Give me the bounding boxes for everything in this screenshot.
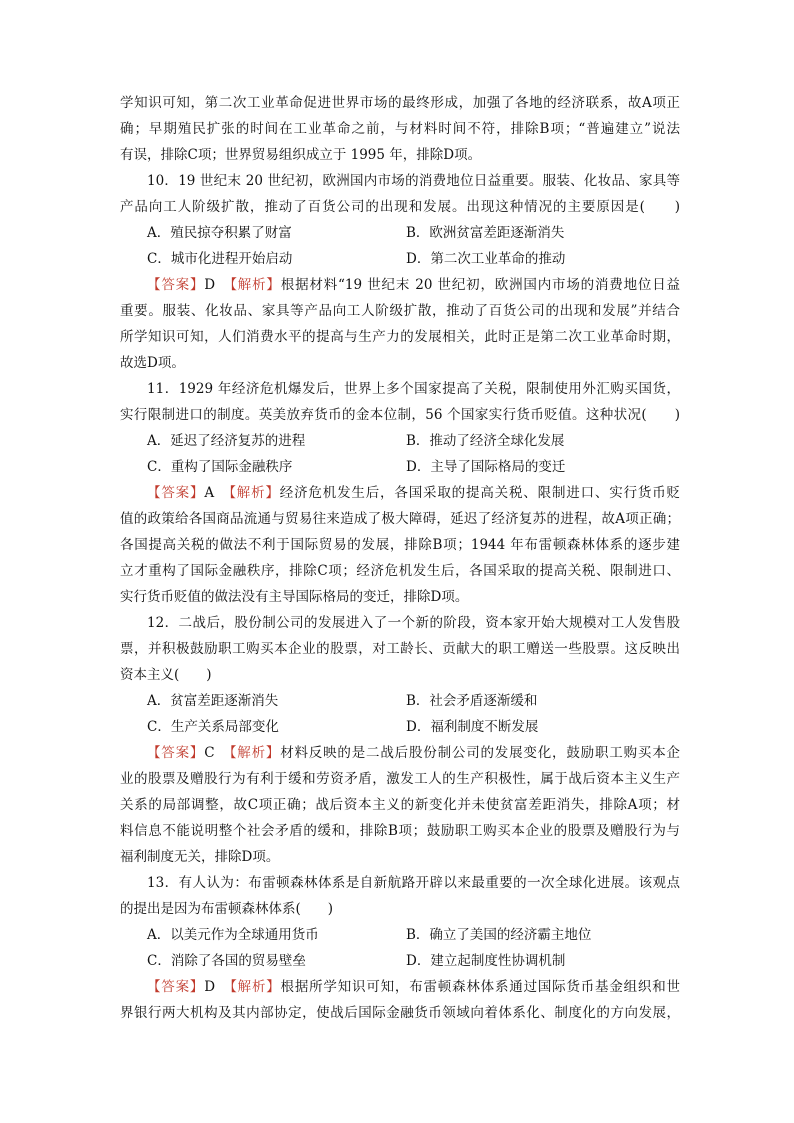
question-11-analysis: 值的政策给各国商品流通与贸易往来造成了极大障碍，延迟了经济复苏的进程，故A项正确； [120, 511, 680, 527]
question-10-answer: D [204, 277, 216, 293]
question-11-analysis: 各国提高关税的做法不利于国际贸易的发展，排除B项；1944 年布雷顿森林体系的逐步建 [120, 537, 680, 553]
question-13-analysis: 界银行两大机构及其内部协定，使战后国际金融货币领域向着体系化、制度化的方向发展， [120, 1005, 680, 1021]
question-11-option-c: C．重构了国际金融秩序 [147, 459, 293, 475]
answer-label: 【答案】 [147, 745, 205, 761]
question-12-stem: 票，并积极鼓励职工购买本企业的股票，对工龄长、贡献大的职工赠送一些股票。这反映出 [120, 641, 680, 657]
question-11-option-b: B．推动了经济全球化发展 [406, 433, 565, 449]
intro-line: 有误，排除C项；世界贸易组织成立于 1995 年，排除D项。 [120, 147, 482, 163]
question-11-stem: 实行限制进口的制度。英美放弃货币的金本位制，56 个国家实行货币贬值。这种状况( ) [120, 407, 680, 423]
question-13-answer-line [147, 974, 680, 1000]
analysis-label: 【解析】 [229, 485, 280, 501]
question-11-option-d: D．主导了国际格局的变迁 [406, 459, 566, 475]
question-11-analysis: 立才重构了国际金融秩序，排除C项；经济危机发生后，各国采取的提高关税、限制进口、 [120, 563, 680, 579]
question-12-answer: C [204, 745, 215, 761]
question-10-answer-line [147, 272, 680, 298]
question-11-analysis: 经济危机发生后，各国采取的提高关税、限制进口、实行货币贬 [279, 485, 680, 501]
question-13-stem: 的提出是因为布雷顿森林体系( ) [120, 901, 334, 917]
question-10-option-a: A．殖民掠夺积累了财富 [147, 225, 292, 241]
question-10-option-b: B．欧洲贫富差距逐渐消失 [406, 225, 565, 241]
question-10-option-c: C．城市化进程开始启动 [147, 251, 293, 267]
question-11-answer: A [204, 485, 215, 501]
question-11-option-a: A．延迟了经济复苏的进程 [147, 433, 306, 449]
question-12-answer-line [147, 740, 680, 766]
question-13-option-b: B．确立了美国的经济霸主地位 [406, 927, 592, 943]
question-12-analysis: 业的股票及赠股行为有利于缓和劳资矛盾，激发工人的生产积极性，属于战后资本主义生产 [120, 771, 680, 787]
question-12-option-a: A．贫富差距逐渐消失 [147, 693, 279, 709]
intro-line: 确；早期殖民扩张的时间在工业革命之前，与材料时间不符，排除B项；“普遍建立”说法 [120, 121, 680, 137]
analysis-label: 【解析】 [230, 277, 281, 293]
question-10-stem: 10．19 世纪末 20 世纪初，欧洲国内市场的消费地位日益重要。服装、化妆品、家具等 [147, 173, 680, 189]
question-10-analysis: 故选D项。 [120, 355, 185, 371]
question-12-analysis: 料信息不能说明整个社会矛盾的缓和，排除B项；鼓励职工购买本企业的股票及赠股行为与 [120, 823, 680, 839]
intro-line: 学知识可知，第二次工业革命促进世界市场的最终形成，加强了各地的经济联系，故A项正 [120, 95, 680, 111]
question-10-analysis: 重要。服装、化妆品、家具等产品向工人阶级扩散，推动了百货公司的出现和发展”并结合 [120, 303, 680, 319]
question-12-analysis: 材料反映的是二战后股份制公司的发展变化，鼓励职工购买本企 [280, 745, 680, 761]
question-11-answer-line [147, 480, 680, 506]
question-13-option-c: C．消除了各国的贸易壁垒 [147, 953, 306, 969]
question-12-option-b: B．社会矛盾逐渐缓和 [406, 693, 538, 709]
question-11-analysis: 实行货币贬值的做法没有主导国际格局的变迁，排除D项。 [120, 589, 469, 605]
question-13-option-a: A．以美元作为全球通用货币 [147, 927, 319, 943]
question-10-analysis: 根据材料“19 世纪末 20 世纪初，欧洲国内市场的消费地位日益 [280, 277, 680, 293]
answer-label: 【答案】 [147, 979, 205, 995]
analysis-label: 【解析】 [230, 979, 281, 995]
question-12-stem: 资本主义( ) [120, 667, 212, 683]
question-10-analysis: 所学知识可知，人们消费水平的提高与生产力的发展相关，此时正是第二次工业革命时期， [120, 329, 680, 345]
question-13-stem: 13．有人认为：布雷顿森林体系是自新航路开辟以来最重要的一次全球化进展。该观点 [147, 875, 680, 891]
analysis-label: 【解析】 [229, 745, 281, 761]
question-13-option-d: D．建立起制度性协调机制 [406, 953, 566, 969]
question-12-option-c: C．生产关系局部变化 [147, 719, 279, 735]
question-10-stem: 产品向工人阶级扩散，推动了百货公司的出现和发展。出现这种情况的主要原因是( ) [120, 199, 680, 215]
question-12-analysis: 福利制度无关，排除D项。 [120, 849, 280, 865]
question-11-stem: 11．1929 年经济危机爆发后，世界上多个国家提高了关税，限制使用外汇购买国货， [147, 381, 680, 397]
question-12-analysis: 关系的局部调整，故C项正确；战后资本主义的新变化并未使贫富差距消失，排除A项；材 [120, 797, 680, 813]
question-13-answer: D [204, 979, 216, 995]
answer-label: 【答案】 [147, 277, 205, 293]
question-12-option-d: D．福利制度不断发展 [406, 719, 539, 735]
question-10-option-d: D．第二次工业革命的推动 [406, 251, 566, 267]
question-12-stem: 12．二战后，股份制公司的发展进入了一个新的阶段，资本家开始大规模对工人发售股 [147, 615, 680, 631]
question-13-analysis: 根据所学知识可知，布雷顿森林体系通过国际货币基金组织和世 [280, 979, 680, 995]
answer-label: 【答案】 [147, 485, 205, 501]
